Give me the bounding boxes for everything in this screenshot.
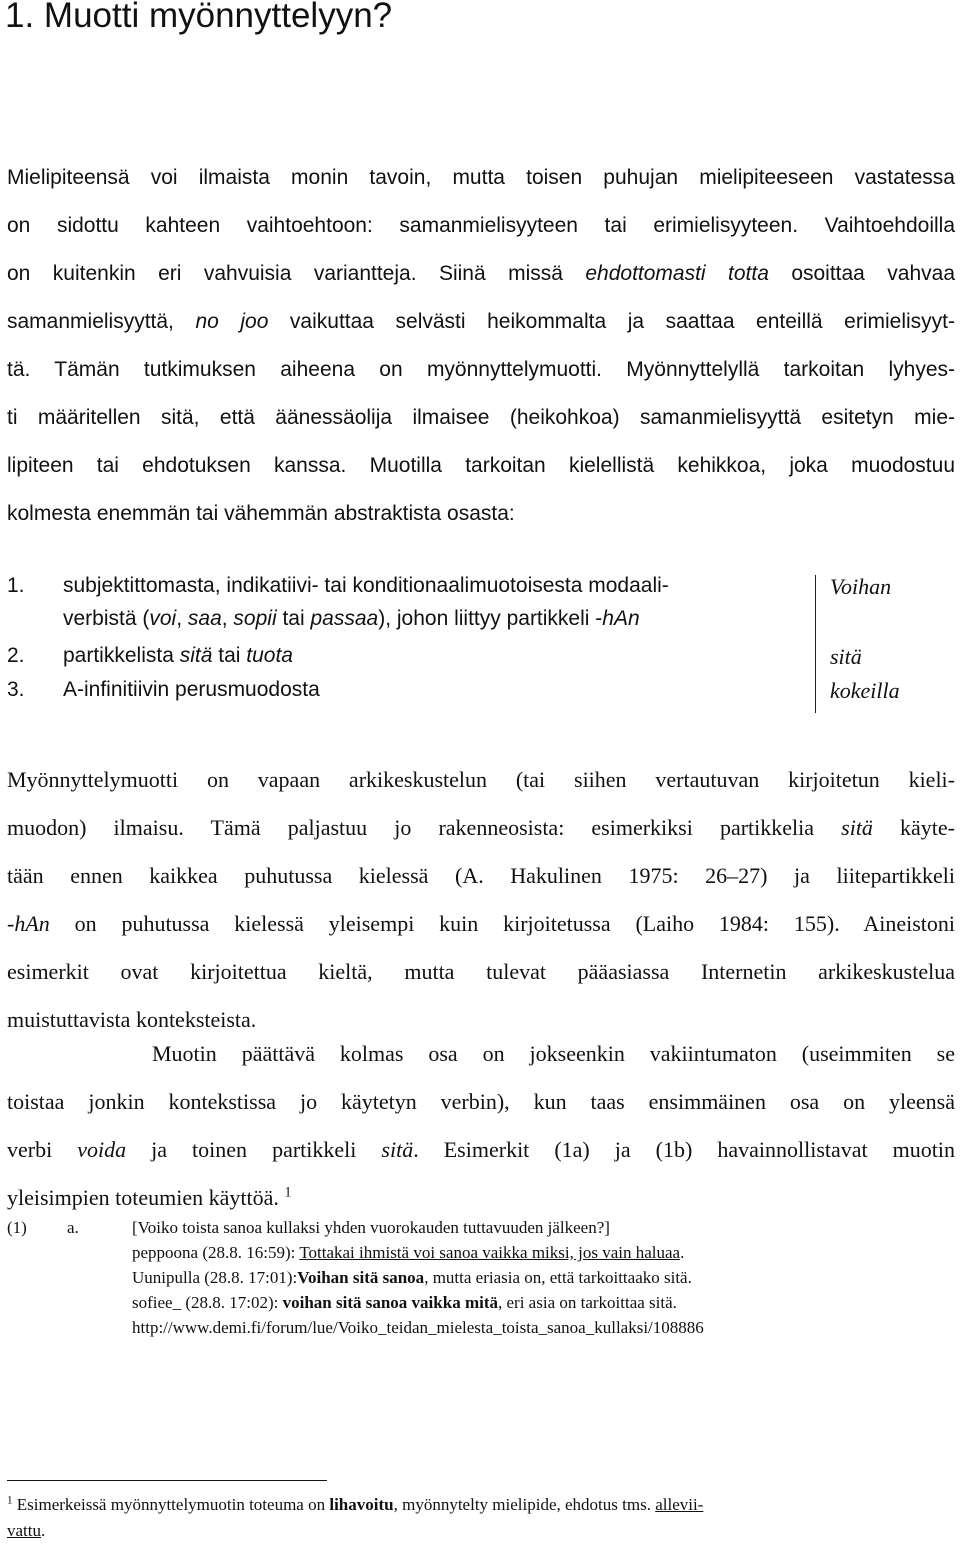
italic-phrase: no joo xyxy=(195,310,269,333)
footnote-reference[interactable]: 1 xyxy=(284,1184,292,1201)
text-run: - xyxy=(7,911,15,936)
bold-text: lihavoitu xyxy=(329,1495,394,1514)
example-sublabel: a. xyxy=(67,1218,79,1237)
text-line: tään ennen kaikkea puhutussa kielessä (A. Hakulinen 1975: 26–27) ja liitepartikkeli xyxy=(7,863,955,888)
list-number: 1. xyxy=(7,574,25,597)
text-run: ja toinen partikkeli xyxy=(126,1137,382,1162)
text-run: muodon) ilmaisu. Tämä paljastuu jo rakenneosista: esimerkiksi partikkelia xyxy=(7,815,842,840)
underlined-text: Tottakai ihmistä voi sanoa vaikka miksi, jos vain haluaa xyxy=(299,1243,681,1262)
text-run: verbistä ( xyxy=(63,607,150,630)
list-item-text: A-infinitiivin perusmuodosta xyxy=(63,678,320,701)
text-line xyxy=(7,1174,955,1222)
text-run: sofiee_ (28.8. 17:02): xyxy=(132,1293,283,1312)
example-line xyxy=(132,1268,692,1288)
footnote xyxy=(7,1492,955,1544)
text-run: , xyxy=(221,607,234,630)
italic-word: hAn xyxy=(14,911,50,936)
text-run: vaikuttaa selvästi heikommalta ja saattaa enteillä erimielisyyt- xyxy=(268,310,955,333)
footnote-line xyxy=(7,1492,955,1518)
text-line xyxy=(7,1126,955,1174)
underlined-text: vattu xyxy=(7,1521,41,1540)
text-line: toistaa jonkin kontekstissa jo käytetyn verbin), kun taas ensimmäinen osa on yleensä xyxy=(7,1089,955,1114)
text-run: on kuitenkin eri vahvuisia variantteja. Siinä missä xyxy=(7,262,586,285)
text-run: Esimerkeissä myönnyttelymuotin toteuma on xyxy=(12,1495,330,1514)
text-run: verbi xyxy=(7,1137,78,1162)
italic-word: hAn xyxy=(602,607,640,630)
underlined-text: allevii- xyxy=(655,1495,704,1514)
text-run: ), johon liittyy partikkeli - xyxy=(378,607,603,630)
intro-paragraph xyxy=(7,154,955,538)
text-line xyxy=(7,250,955,298)
list-item-text xyxy=(63,607,640,631)
text-line: on sidottu kahteen vaihtoehtoon: samanmielisyyteen tai erimielisyyteen. Vaihtoehdoilla xyxy=(7,214,955,237)
example-label: (1) xyxy=(7,1218,27,1237)
text-run: yleisimpien toteumien käyttöä. xyxy=(7,1185,279,1210)
parts-list xyxy=(7,568,955,718)
text-run: . xyxy=(680,1243,685,1262)
example-word: Voihan xyxy=(830,574,892,599)
italic-word: voida xyxy=(77,1137,127,1162)
text-line: Mielipiteensä voi ilmaista monin tavoin, mutta toisen puhujan mielipiteeseen vastatessa xyxy=(7,166,955,189)
text-line: tä. Tämän tutkimuksen aiheena on myönnyttelymuotti. Myönnyttelyllä tarkoitan lyhyes- xyxy=(7,358,955,381)
text-run: , mutta eriasia on, että tarkoittaako sitä. xyxy=(424,1268,692,1287)
example-line xyxy=(132,1293,677,1313)
text-line: ti määritellen sitä, että äänessäolija ilmaisee (heikohkoa) samanmielisyyttä esitetyn mie- xyxy=(7,406,955,429)
text-run: . xyxy=(41,1521,46,1540)
text-run: . Esimerkit (1a) ja (1b) havainnollistavat muotin xyxy=(413,1137,956,1162)
body-paragraph xyxy=(7,1030,955,1222)
italic-word: voi xyxy=(149,607,177,630)
italic-word: sitä xyxy=(179,644,213,667)
italic-word: sitä xyxy=(841,815,873,840)
example-word: kokeilla xyxy=(830,678,900,703)
text-line xyxy=(7,900,955,948)
bold-text: voihan sitä sanoa vaikka mitä xyxy=(282,1293,498,1312)
text-run: käyte- xyxy=(872,815,956,840)
text-run: , myönnytelty mielipide, ehdotus tms. xyxy=(393,1495,656,1514)
italic-word: sitä xyxy=(381,1137,414,1162)
text-line: Myönnyttelymuotti on vapaan arkikeskustelun (tai siihen vertautuvan kirjoitetun kieli- xyxy=(7,767,955,792)
footnote-separator xyxy=(7,1480,327,1481)
example-source-link[interactable]: http://www.demi.fi/forum/lue/Voiko_teidan_mielesta_toista_sanoa_kullaksi/108886 xyxy=(132,1318,704,1337)
italic-phrase: ehdottomasti totta xyxy=(585,262,769,285)
text-run: tai xyxy=(276,607,311,630)
list-item-text: subjektittomasta, indikatiivi- tai konditionaalimuotoisesta modaali- xyxy=(63,574,669,597)
text-line xyxy=(7,804,955,852)
example-word: sitä xyxy=(830,644,862,669)
list-number: 2. xyxy=(7,644,25,667)
text-run: on puhutussa kielessä yleisempi kuin kirjoitetussa (Laiho 1984: 155). Aineistoni xyxy=(49,911,955,936)
text-run: partikkelista xyxy=(63,644,180,667)
italic-word: tuota xyxy=(246,644,293,667)
page-title: 1. Muotti myönnyttelyyn? xyxy=(5,0,393,35)
body-paragraph xyxy=(7,756,955,1044)
text-run: samanmielisyyttä, xyxy=(7,310,196,333)
example-line xyxy=(132,1243,684,1263)
text-run: Uunipulla (28.8. 17:01): xyxy=(132,1268,298,1287)
text-run: peppoona (28.8. 16:59): xyxy=(132,1243,300,1262)
text-run: tai xyxy=(212,644,247,667)
footnote-mark: 1 xyxy=(7,1494,13,1507)
italic-word: passaa xyxy=(310,607,379,630)
list-item-text xyxy=(63,644,293,668)
list-number: 3. xyxy=(7,678,25,701)
italic-word: saa xyxy=(187,607,222,630)
text-line xyxy=(7,298,955,346)
italic-word: sopii xyxy=(233,607,277,630)
text-line: lipiteen tai ehdotuksen kanssa. Muotilla tarkoitan kielellistä kehikkoa, joka muodostuu xyxy=(7,454,955,477)
vertical-divider xyxy=(815,575,816,713)
text-run: , xyxy=(176,607,188,630)
bold-text: Voihan sitä sanoa xyxy=(297,1268,425,1287)
footnote-line xyxy=(7,1518,955,1544)
text-line: kolmesta enemmän tai vähemmän abstraktista osasta: xyxy=(7,502,515,525)
text-line: esimerkit ovat kirjoitettua kieltä, mutta tulevat pääasiassa Internetin arkikeskustelua xyxy=(7,959,955,984)
text-line: Muotin päättävä kolmas osa on jokseenkin vakiintumaton (useimmiten se xyxy=(152,1041,955,1066)
example-line: [Voiko toista sanoa kullaksi yhden vuorokauden tuttavuuden jälkeen?] xyxy=(132,1218,610,1237)
text-run: , eri asia on tarkoittaa sitä. xyxy=(498,1293,677,1312)
text-line: muistuttavista konteksteista. xyxy=(7,1007,257,1032)
text-run: osoittaa vahvaa xyxy=(768,262,956,285)
